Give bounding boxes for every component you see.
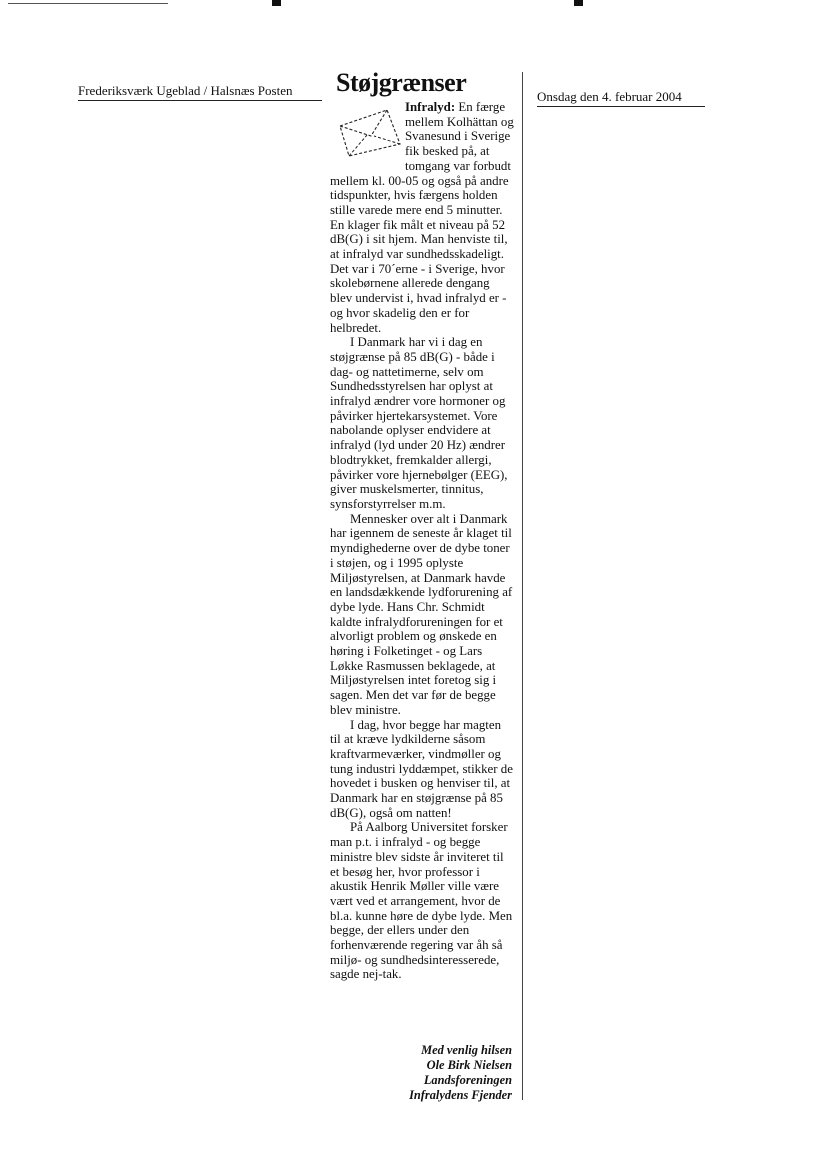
signature-line: Infralydens Fjender: [409, 1088, 512, 1102]
signature-line: Med venlig hilsen: [421, 1043, 512, 1057]
scan-registration-mark: [574, 0, 583, 6]
scan-edge-line: [8, 3, 168, 4]
envelope-wrap-space: [330, 100, 405, 172]
article-paragraph: Mennesker over alt i Danmark har igennem de seneste år klaget til myndighederne over de dybe toner i støjen, og i 1995 oplyste Miljøstyrelsen, at Danmark havde en landsdækkende lydforurening af dybe lyde. Hans Chr. Schmidt kaldte infralydforureningen for et alvorligt problem og ønskede en høring i Folketinget - og Lars Løkke Rasmussen beklagede, at Miljøstyrelsen intet foretog sig i sagen. Men det var før de begge blev ministre.: [330, 511, 513, 717]
column-divider: [522, 72, 523, 1100]
publication-date: Onsdag den 4. februar 2004: [537, 89, 705, 107]
scan-registration-mark: [272, 0, 281, 6]
article-paragraph: I Danmark har vi i dag en støjgrænse på 85 dB(G) - både i dag- og nattetimerne, selv om Sundhedsstyrelsen har oplyst at infralyd ændrer vore hormoner og påvirker hjertekarsystemet. Vore nabolande oplyser endvidere at infralyd (lyd under 20 Hz) ændrer blodtrykket, fremkalder allergi, påvirker vore hjernebølger (EEG), giver muskelsmerter, tinnitus, synsforstyrrelser m.m.: [330, 335, 508, 511]
article-body: [330, 100, 514, 982]
signature-line: Ole Birk Nielsen: [426, 1058, 512, 1072]
lead-label: Infralyd:: [405, 100, 456, 114]
signature-line: Landsforeningen: [423, 1073, 512, 1087]
article-paragraph: I dag, hvor begge har magten til at kræve lydkilderne såsom kraftvarmeværker, vindmøller og tung industri lyddæmpet, stikker de hovedet i busken og henviser til, at Danmark har en støjgrænse på 85 dB(G), også om natten!: [330, 717, 513, 820]
signature-block: [330, 1043, 512, 1103]
article-paragraph: På Aalborg Universitet forsker man p.t. i infralyd - og begge ministre blev sidste år inviteret til et besøg her, hvor professor i akustik Henrik Møller ville være vært ved et arrangement, hvor de bl.a. kunne høre de dybe lyde. Men begge, der ellers under den forhenværende regering var åh så miljø- og sundhedsinteresserede, sagde nej-tak.: [330, 820, 513, 982]
article-headline: Støjgrænser: [336, 68, 467, 97]
paragraph-text: En færge mellem Kolhättan og Svanesund i Sverige fik besked på, at tomgang var forbudt mellem kl. 00-05 og også på andre tidspunkter, hvis færgens holden stille varede mere end 5 minutter. En klager fik målt et niveau på 52 dB(G) i sit hjem. Man henviste til, at infralyd var sundhedsskadeligt. Det var i 70´erne - i Sverige, hvor skolebørnene allerede dengang blev undervist i, hvad infralyd er - og hvor skadelig den er for helbredet.: [330, 100, 514, 335]
publication-name: Frederiksværk Ugeblad / Halsnæs Posten: [78, 83, 322, 101]
